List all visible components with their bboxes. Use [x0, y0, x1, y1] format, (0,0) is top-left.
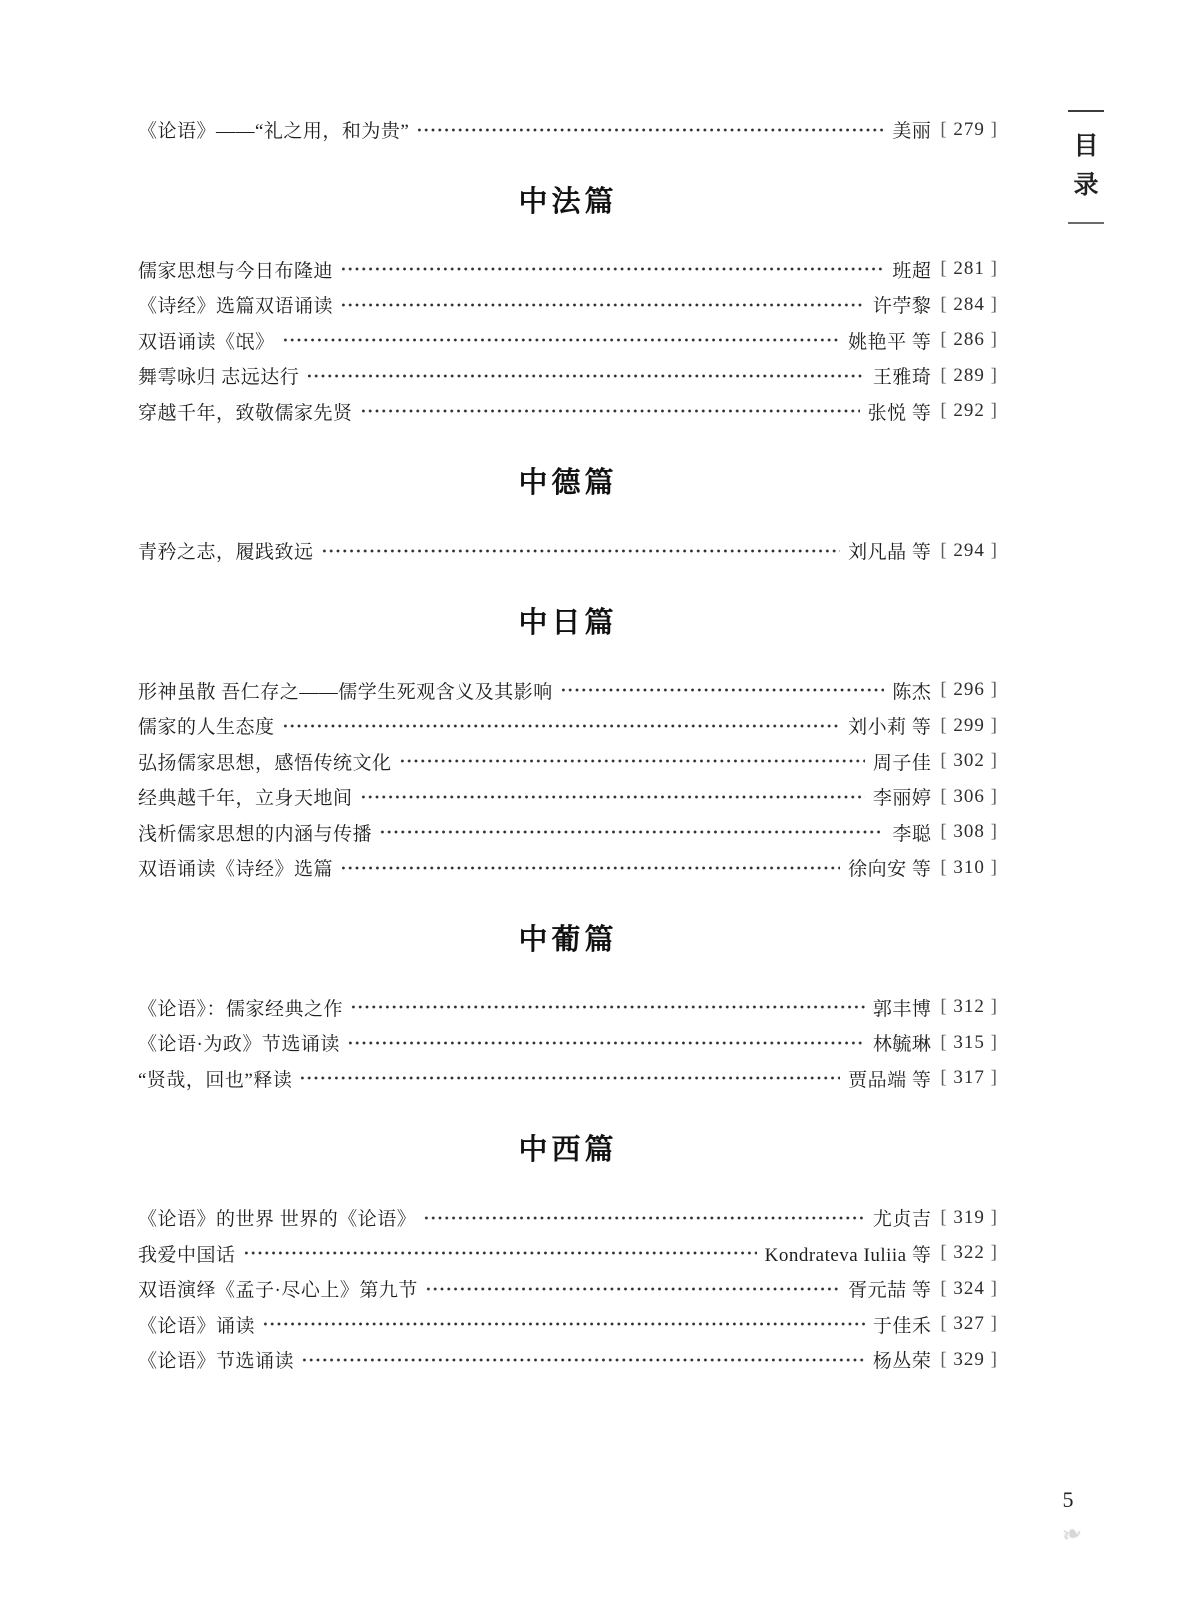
dot-leader — [321, 533, 841, 569]
dot-leader — [340, 850, 840, 886]
entry-title: 双语诵读《诗经》选篇 — [138, 859, 334, 881]
toc-entry — [138, 323, 998, 359]
dot-leader — [340, 287, 865, 323]
dot-leader — [282, 708, 841, 744]
margin-label — [1067, 110, 1105, 224]
entry-title: 青矜之志，履践致远 — [138, 542, 314, 564]
toc-entry — [138, 533, 998, 569]
entry-title: 弘扬儒家思想，感悟传统文化 — [138, 752, 392, 774]
toc-entry — [138, 815, 998, 851]
toc-entry — [138, 1342, 998, 1378]
entry-title: “贤哉，回也”释读 — [138, 1069, 293, 1091]
entry-author: 刘小莉 等 — [848, 717, 932, 739]
entry-author: 王雅琦 — [872, 367, 932, 389]
entry-page: [ 286 ] — [940, 329, 998, 351]
entry-title: 《诗经》选篇双语诵读 — [138, 296, 334, 318]
entry-title: 《论语》：儒家经典之作 — [138, 998, 344, 1020]
dot-leader — [243, 1236, 757, 1272]
entry-page: [ 302 ] — [940, 750, 998, 772]
dot-leader — [350, 990, 865, 1026]
dot-leader — [360, 394, 860, 430]
entry-author: Kondrateva Iuliia 等 — [764, 1244, 932, 1266]
entry-page: [ 324 ] — [940, 1278, 998, 1300]
toc-entry — [138, 673, 998, 709]
toc-entry — [138, 1236, 998, 1272]
margin-label-char: 目 — [1073, 133, 1099, 160]
entry-page: [ 308 ] — [940, 821, 998, 843]
section-heading: 中日篇 — [518, 606, 618, 639]
entry-page: [ 284 ] — [940, 294, 998, 316]
page-number: 5 — [1062, 1487, 1074, 1512]
entry-page: [ 319 ] — [940, 1207, 998, 1229]
entry-page: [ 310 ] — [940, 857, 998, 879]
toc-entry — [138, 287, 998, 323]
entry-title: 儒家思想与今日布隆迪 — [138, 260, 334, 282]
entry-author: 周子佳 — [872, 752, 932, 774]
entry-author: 郭丰博 — [872, 998, 932, 1020]
entry-page: [ 279 ] — [940, 119, 998, 141]
dot-leader — [360, 779, 865, 815]
toc-entry — [138, 850, 998, 886]
entry-author: 杨丛荣 — [872, 1351, 932, 1373]
toc-entry — [138, 990, 998, 1026]
entry-title: 《论语》诵读 — [138, 1315, 256, 1337]
entry-page: [ 327 ] — [940, 1313, 998, 1335]
entry-page: [ 299 ] — [940, 715, 998, 737]
section-heading: 中德篇 — [518, 467, 618, 499]
entry-page: [ 329 ] — [940, 1349, 998, 1371]
entry-author: 胥元喆 等 — [848, 1280, 932, 1302]
entry-author: 于佳禾 — [872, 1315, 932, 1337]
dot-leader — [423, 1200, 865, 1236]
dot-leader — [425, 1271, 840, 1307]
dot-leader — [301, 1342, 865, 1378]
entry-page: [ 296 ] — [940, 679, 998, 701]
entry-author: 林毓琳 — [872, 1034, 932, 1056]
entry-author: 徐向安 等 — [848, 859, 932, 881]
margin-label-char: 录 — [1073, 172, 1099, 199]
toc-entry — [138, 1061, 998, 1097]
entry-title: 穿越千年，致敬儒家先贤 — [138, 402, 353, 424]
entry-title: 《论语》的世界 世界的《论语》 — [138, 1209, 417, 1231]
entry-author: 贾品端 等 — [848, 1069, 932, 1091]
toc-entry — [138, 358, 998, 394]
entry-title: 我爱中国话 — [138, 1244, 236, 1266]
toc-entry — [138, 1200, 998, 1236]
section-heading: 中西篇 — [518, 1134, 618, 1166]
dot-leader — [306, 358, 865, 394]
margin-rule-top — [1068, 110, 1104, 112]
dot-leader — [282, 323, 841, 359]
toc-entry — [138, 112, 998, 148]
entry-page: [ 306 ] — [940, 786, 998, 808]
entry-author: 李丽婷 — [872, 788, 932, 810]
dot-leader — [416, 112, 884, 148]
entry-author: 班超 — [892, 260, 932, 282]
entry-page: [ 317 ] — [940, 1067, 998, 1089]
entry-author: 陈杰 — [892, 681, 932, 703]
toc-entry — [138, 394, 998, 430]
entry-title: 双语诵读《氓》 — [138, 331, 275, 353]
dot-leader — [347, 1025, 865, 1061]
entry-page: [ 281 ] — [940, 258, 998, 280]
dot-leader — [379, 815, 884, 851]
entry-title: 儒家的人生态度 — [138, 717, 275, 739]
entry-title: 《论语·为政》节选诵读 — [138, 1034, 340, 1056]
entry-page: [ 294 ] — [940, 540, 998, 562]
entry-author: 尤贞吉 — [872, 1209, 932, 1231]
entry-page: [ 292 ] — [940, 400, 998, 422]
toc-content — [138, 112, 998, 1378]
dot-leader — [399, 744, 865, 780]
entry-page: [ 312 ] — [940, 996, 998, 1018]
toc-entry — [138, 779, 998, 815]
section-heading: 中葡篇 — [518, 923, 618, 956]
entry-title: 形神虽散 吾仁存之——儒学生死观含义及其影响 — [138, 681, 553, 703]
section-heading: 中法篇 — [518, 185, 618, 218]
entry-author: 美丽 — [892, 121, 932, 143]
entry-page: [ 315 ] — [940, 1032, 998, 1054]
entry-author: 姚艳平 等 — [848, 331, 932, 353]
dot-leader — [299, 1061, 840, 1097]
toc-entry — [138, 744, 998, 780]
print-ornament-icon: ❧ — [1059, 1519, 1086, 1551]
dot-leader — [340, 252, 884, 288]
toc-entry — [138, 1307, 998, 1343]
toc-entry — [138, 252, 998, 288]
entry-page: [ 289 ] — [940, 365, 998, 387]
entry-title: 舞雩咏归 志远达行 — [138, 367, 300, 389]
entry-author: 李聪 — [892, 823, 932, 845]
entry-title: 浅析儒家思想的内涵与传播 — [138, 823, 373, 845]
entry-title: 《论语》——“礼之用，和为贵” — [138, 121, 410, 143]
entry-page: [ 322 ] — [940, 1242, 998, 1264]
toc-entry — [138, 708, 998, 744]
margin-rule-bottom — [1068, 222, 1104, 224]
entry-title: 经典越千年，立身天地间 — [138, 788, 353, 810]
toc-entry — [138, 1271, 998, 1307]
entry-title: 双语演绎《孟子·尽心上》第九节 — [138, 1280, 418, 1302]
toc-entry — [138, 1025, 998, 1061]
entry-author: 张悦 等 — [867, 402, 932, 424]
entry-author: 刘凡晶 等 — [848, 542, 932, 564]
dot-leader — [262, 1307, 865, 1343]
dot-leader — [560, 673, 885, 709]
entry-author: 许苧黎 — [872, 296, 932, 318]
entry-title: 《论语》节选诵读 — [138, 1351, 295, 1373]
